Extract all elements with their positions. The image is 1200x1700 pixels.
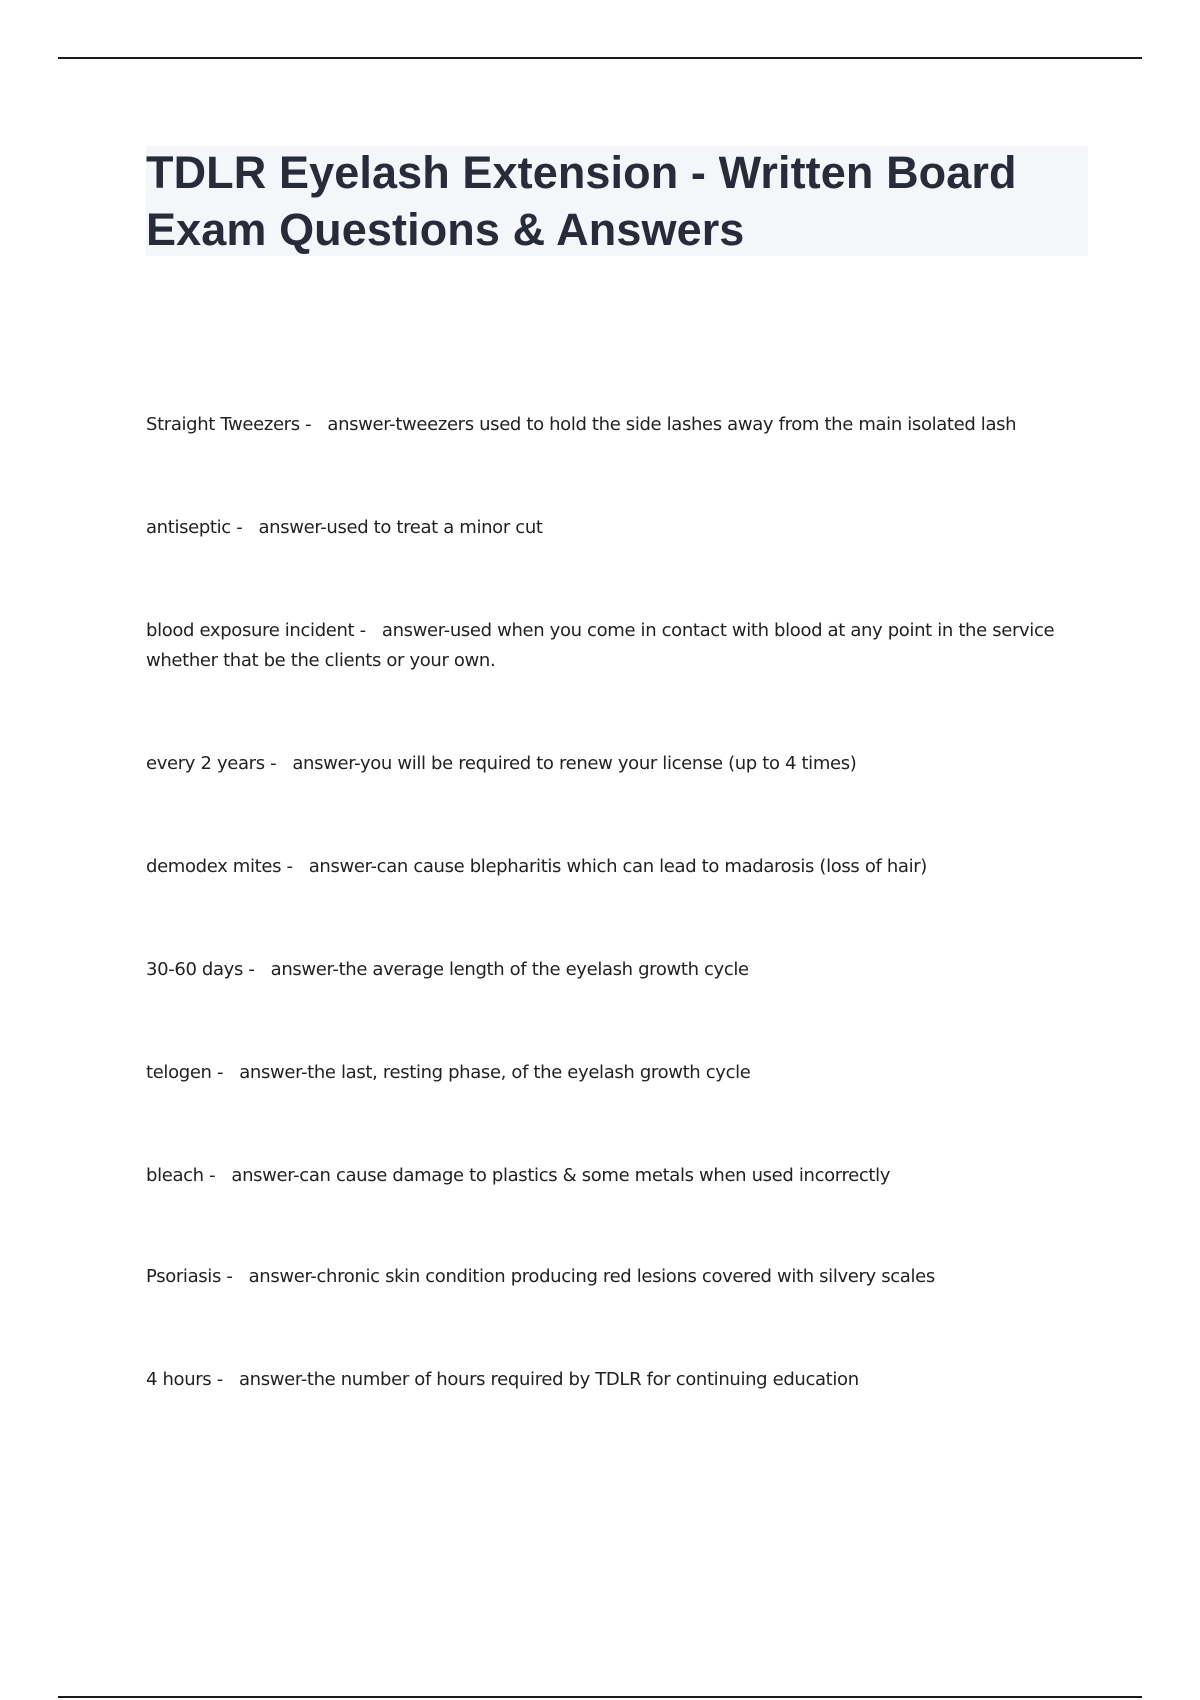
qa-term: bleach <box>146 1165 204 1186</box>
qa-item-bleach <box>146 1161 1096 1191</box>
qa-answer: answer-the last, resting phase, of the eyelash growth cycle <box>239 1062 751 1083</box>
qa-term: every 2 years <box>146 753 265 774</box>
qa-separator: - <box>264 753 293 774</box>
qa-term: telogen <box>146 1062 212 1083</box>
qa-item-every-2-years <box>146 749 1096 779</box>
qa-term: 4 hours <box>146 1369 212 1390</box>
qa-answer: answer-used when you come in contact with blood at any point in the service whether that be the clients or your own. <box>146 620 1055 671</box>
qa-separator: - <box>243 959 271 980</box>
qa-answer: answer-the average length of the eyelash growth cycle <box>270 959 749 980</box>
qa-separator: - <box>211 1369 239 1390</box>
qa-answer: answer-you will be required to renew your license (up to 4 times) <box>292 753 857 774</box>
qa-item-blood-exposure-incident <box>146 616 1096 676</box>
qa-separator: - <box>211 1062 240 1083</box>
qa-answer: answer-the number of hours required by TDLR for continuing education <box>238 1369 859 1390</box>
bottom-divider <box>58 1696 1142 1698</box>
qa-answer: answer-can cause blepharitis which can lead to madarosis (loss of hair) <box>308 856 927 877</box>
qa-item-30-60-days <box>146 955 1096 985</box>
qa-term: blood exposure incident <box>146 620 355 641</box>
qa-separator: - <box>299 414 328 435</box>
qa-answer: answer-chronic skin condition producing red lesions covered with silvery scales <box>248 1266 935 1287</box>
qa-answer: answer-can cause damage to plastics & some metals when used incorrectly <box>231 1165 891 1186</box>
qa-term: antiseptic <box>146 517 231 538</box>
qa-item-psoriasis <box>146 1262 1096 1292</box>
qa-item-antiseptic <box>146 513 1096 543</box>
qa-item-demodex-mites <box>146 852 1096 882</box>
title-block <box>146 146 1088 256</box>
qa-item-telogen <box>146 1058 1096 1088</box>
qa-answer: answer-tweezers used to hold the side lashes away from the main isolated lash <box>327 414 1017 435</box>
qa-separator: - <box>203 1165 232 1186</box>
qa-term: demodex mites <box>146 856 282 877</box>
qa-item-straight-tweezers <box>146 410 1096 440</box>
qa-item-4-hours <box>146 1365 1096 1395</box>
qa-term: Psoriasis <box>146 1266 221 1287</box>
qa-separator: - <box>220 1266 249 1287</box>
qa-term: Straight Tweezers <box>146 414 300 435</box>
document-title: TDLR Eyelash Extension - Written Board Exam Questions & Answers <box>146 147 1017 255</box>
qa-term: 30-60 days <box>146 959 244 980</box>
qa-separator: - <box>354 620 382 641</box>
qa-answer: answer-used to treat a minor cut <box>258 517 543 538</box>
qa-separator: - <box>230 517 259 538</box>
qa-separator: - <box>281 856 309 877</box>
top-divider <box>58 57 1142 59</box>
